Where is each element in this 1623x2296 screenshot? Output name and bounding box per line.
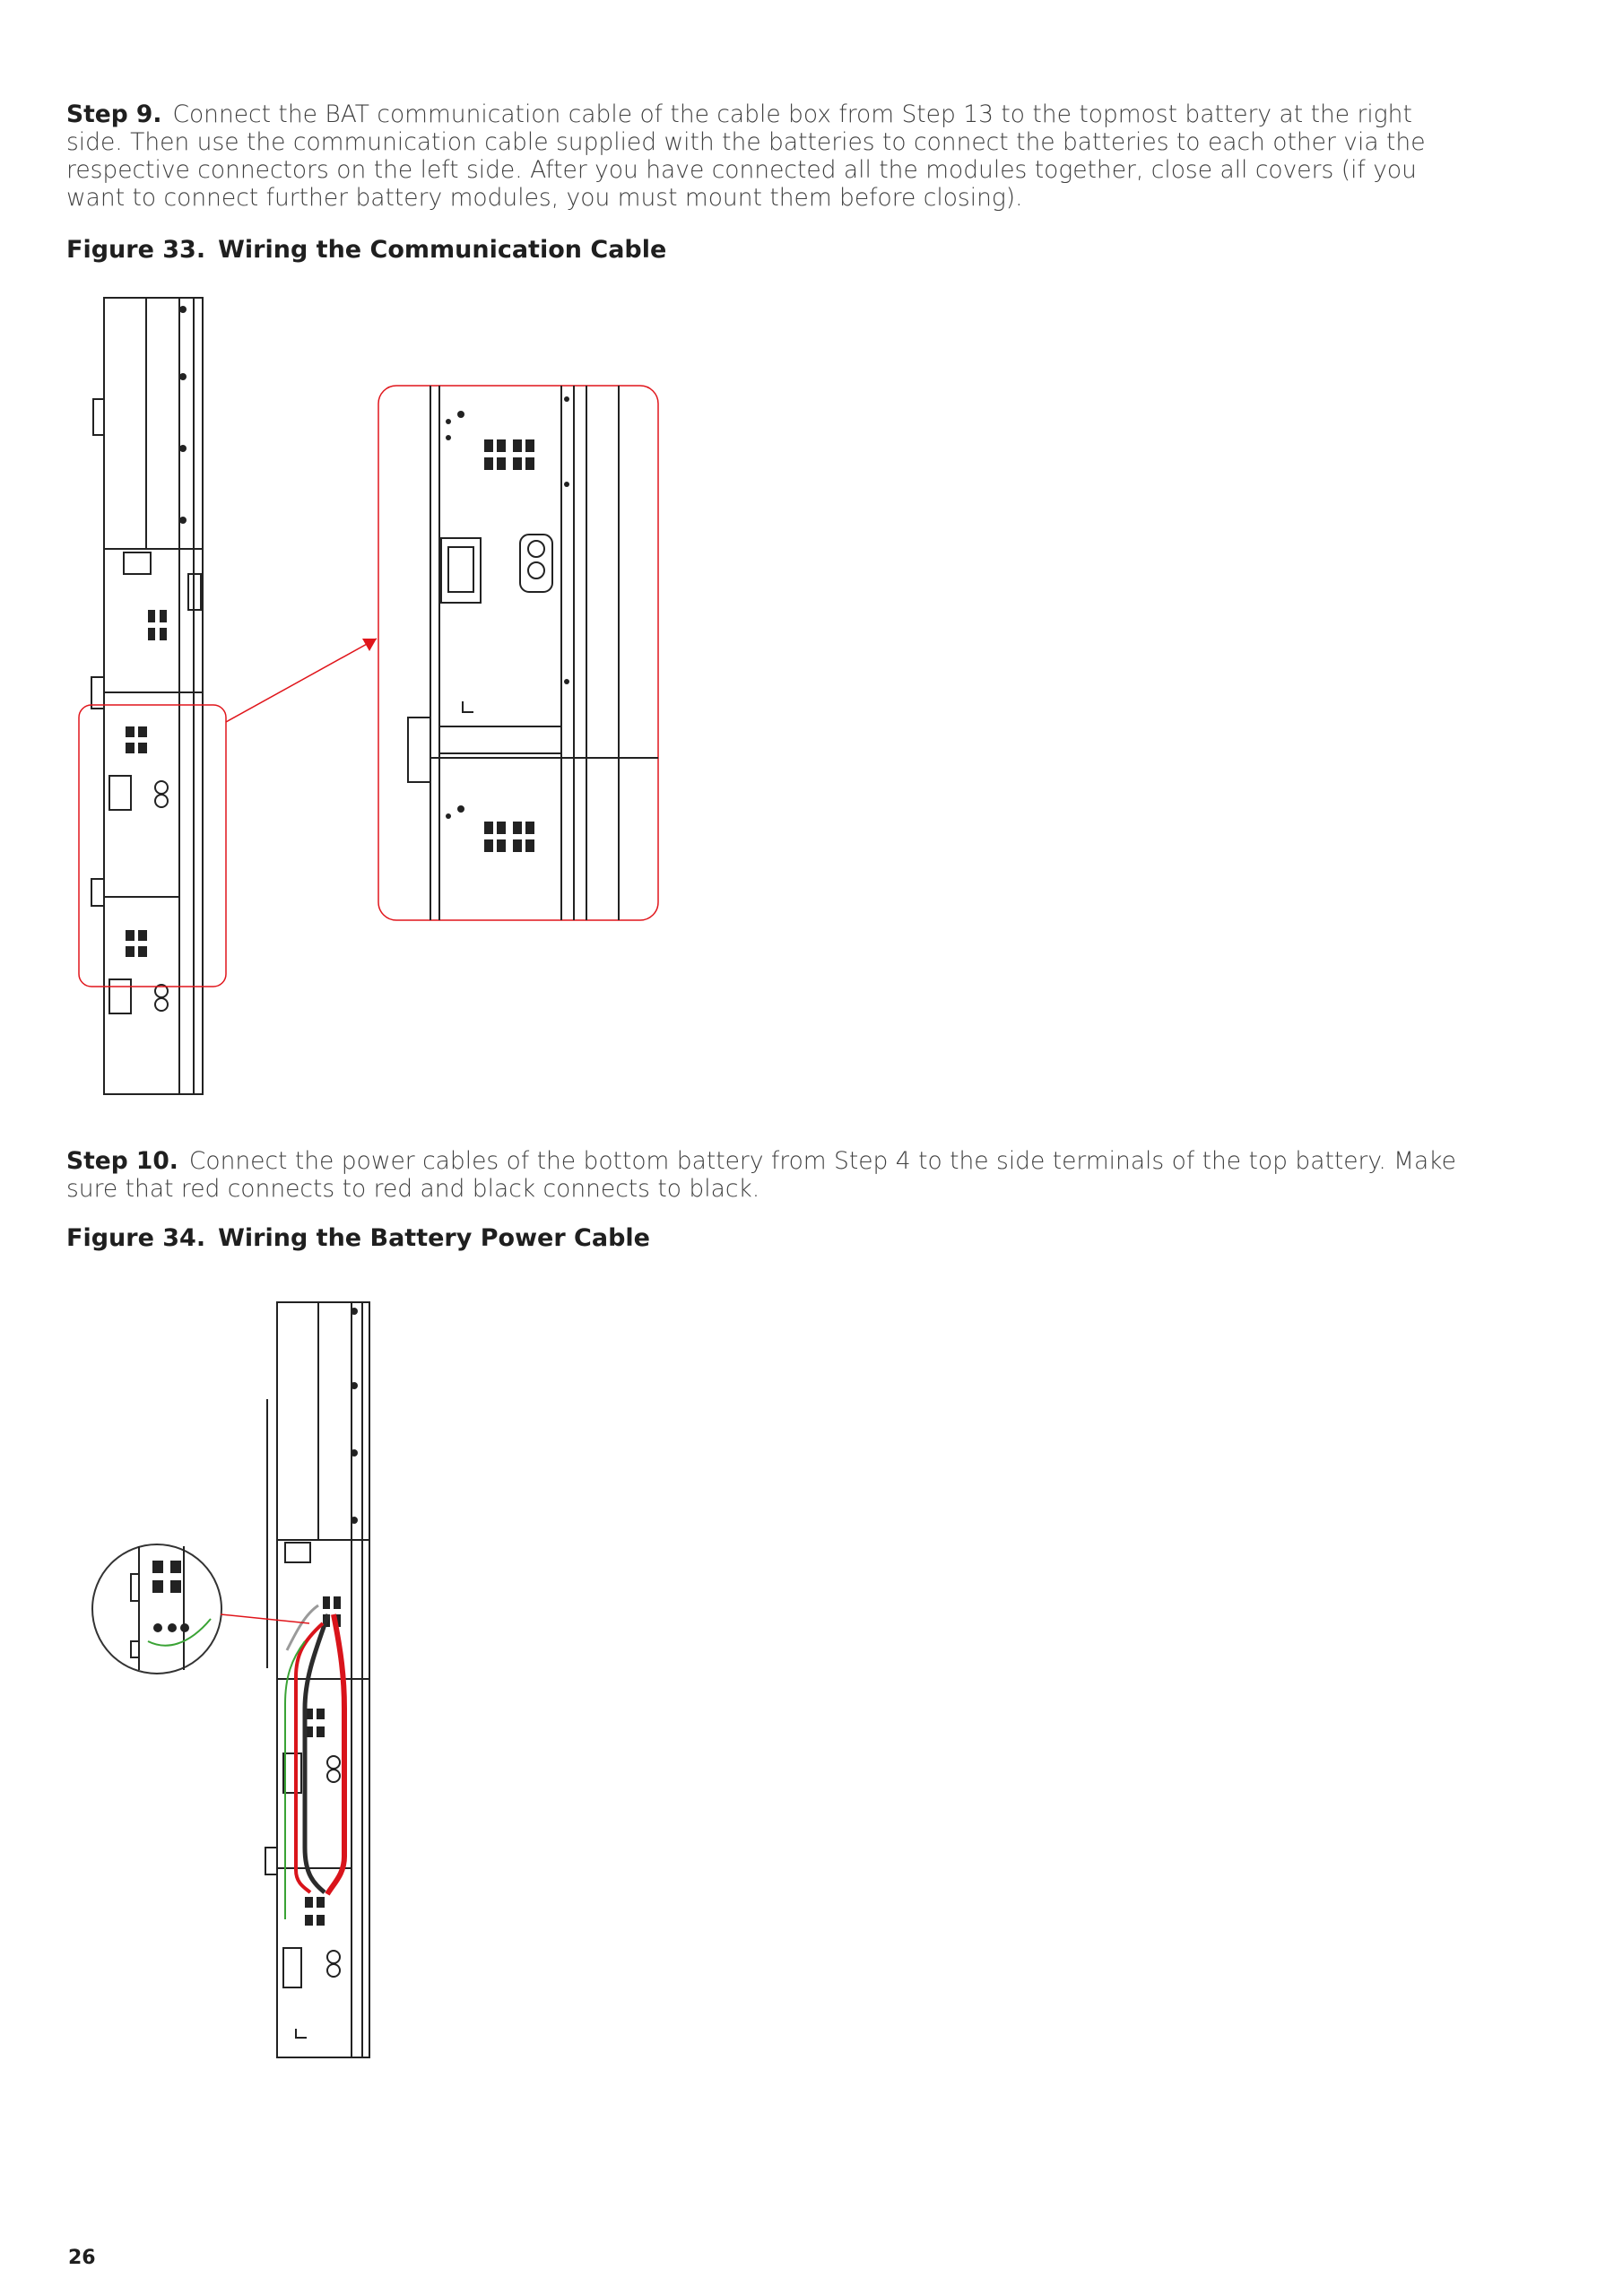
- step-9-label: Step 9.: [66, 100, 162, 128]
- step-10-paragraph: [66, 1147, 1465, 1203]
- figure-34-number: Figure 34.: [66, 1224, 206, 1252]
- figure-34-title: [66, 1224, 650, 1252]
- figure-33-number: Figure 33.: [66, 236, 206, 264]
- step-10-label: Step 10.: [66, 1147, 178, 1175]
- page-number: 26: [68, 2247, 96, 2269]
- figure-34-battery-power-cable-diagram: [0, 1256, 1623, 2108]
- figure-33-caption: Wiring the Communication Cable: [218, 236, 667, 264]
- step-10-text: Connect the power cables of the bottom battery from Step 4 to the side terminals of the top battery. Make sure that red connects to red and black connects to black.: [66, 1147, 1456, 1203]
- figure-34-caption: Wiring the Battery Power Cable: [218, 1224, 650, 1252]
- step-9-text: Connect the BAT communication cable of the cable box from Step 13 to the topmost battery at the right side. Then use the communication cable supplied with the batteries to connect the batteries to each other via the respective connectors on the left side. After you have connected all the modules together, close all covers (if you want to connect further battery modules, you must mount them before closing).: [66, 100, 1426, 212]
